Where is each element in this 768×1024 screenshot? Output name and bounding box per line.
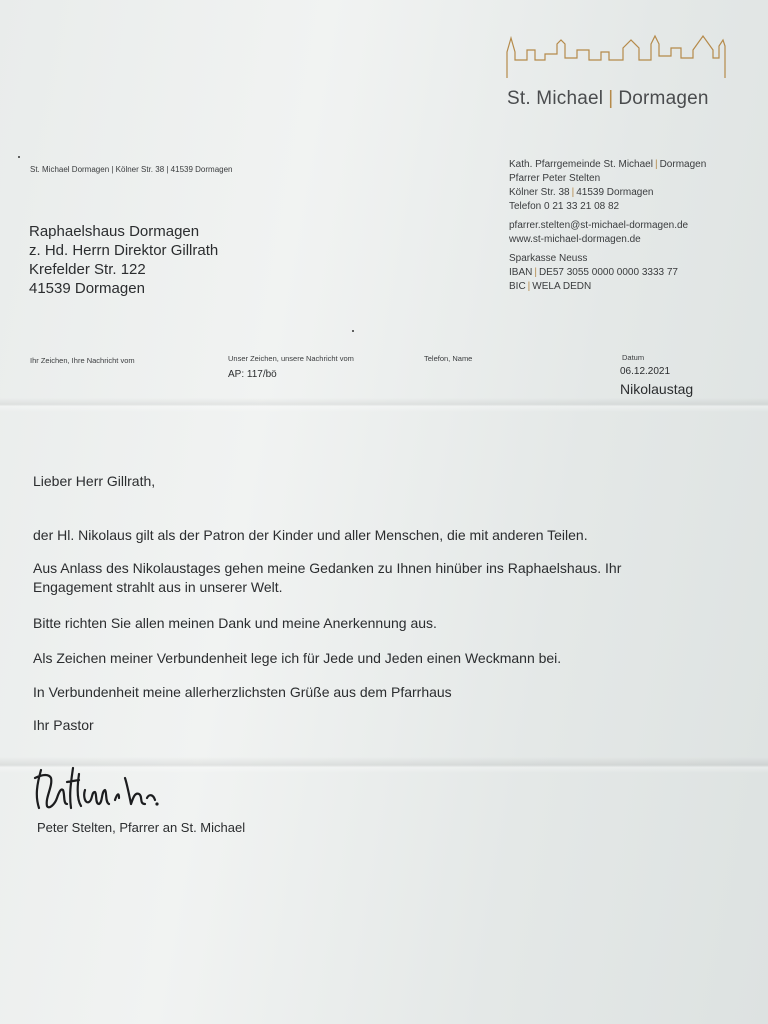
- recipient-line-2: z. Hd. Herrn Direktor Gillrath: [29, 242, 219, 259]
- sender-parish: Kath. Pfarrgemeinde St. Michael: [509, 159, 653, 170]
- paragraph-2: Aus Anlass des Nikolaustages gehen meine Gedanken zu Ihnen hinüber ins Raphaelshaus. Ihr Engagement strahlt aus in unserer Welt.: [33, 560, 622, 595]
- sender-bank: Sparkasse Neuss: [509, 253, 588, 264]
- return-address: St. Michael Dormagen | Kölner Str. 38 | 41539 Dormagen: [30, 165, 233, 174]
- date-value: 06.12.2021: [620, 366, 671, 377]
- paragraph-3: Bitte richten Sie allen meinen Dank und meine Anerkennung aus.: [33, 615, 437, 631]
- iban-value: DE57 3055 0000 0000 3333 77: [538, 267, 678, 278]
- bic-label: BIC: [509, 281, 526, 292]
- closing-title: Ihr Pastor: [33, 717, 94, 733]
- church-skyline-logo: [505, 30, 727, 82]
- sender-block: Kath. Pfarrgemeinde St. Michael | Dormagen Pfarrer Peter Stelten Kölner Str. 38 | 41539 Dormagen Telefon 0 21 33 21 08 82 pfarrer.stelten@st-michael-dormagen.de www.st-michael-dormagen.de Sparkasse Neuss IBAN | DE57 3055 0000 0000 3333 77 BIC | WELA DEDN: [509, 159, 707, 292]
- closing: In Verbundenheit meine allerherzlichsten Grüße aus dem Pfarrhaus: [33, 684, 452, 700]
- sender-parish-place: Dormagen: [659, 159, 707, 170]
- paragraph-4: Als Zeichen meiner Verbundenheit lege ich für Jede und Jeden einen Weckmann bei.: [33, 650, 562, 666]
- iban-label: IBAN: [509, 267, 533, 278]
- sender-pastor: Pfarrer Peter Stelten: [509, 173, 601, 184]
- sender-email: pfarrer.stelten@st-michael-dormagen.de: [509, 220, 689, 231]
- signer-name: Peter Stelten, Pfarrer an St. Michael: [37, 820, 246, 835]
- sender-city: 41539 Dormagen: [576, 187, 654, 198]
- logo-separator: |: [608, 88, 614, 109]
- date-label: Datum: [622, 353, 645, 362]
- salutation: Lieber Herr Gillrath,: [33, 473, 156, 489]
- sender-street: Kölner Str. 38: [509, 187, 570, 198]
- logo-wordmark: [507, 88, 709, 110]
- sender-phone: Telefon 0 21 33 21 08 82: [509, 201, 620, 212]
- sender-website: www.st-michael-dormagen.de: [509, 234, 641, 245]
- handwritten-signature: [33, 764, 173, 814]
- recipient-line-1: Raphaelshaus Dormagen: [29, 223, 200, 240]
- logo-name: St. Michael: [507, 88, 604, 109]
- our-reference-value: AP: 117/bö: [228, 369, 277, 380]
- paragraph-1: der Hl. Nikolaus gilt als der Patron der Kinder und aller Menschen, die mit anderen Teilen.: [33, 527, 588, 543]
- phone-name-label: Telefon, Name: [424, 354, 473, 363]
- our-reference-label: Unser Zeichen, unsere Nachricht vom: [228, 354, 354, 363]
- occasion: Nikolaustag: [620, 381, 694, 397]
- bic-value: WELA DEDN: [532, 281, 592, 292]
- logo-place: Dormagen: [618, 88, 709, 109]
- your-reference-label: Ihr Zeichen, Ihre Nachricht vom: [30, 356, 135, 365]
- paper-fold: [0, 398, 768, 412]
- recipient-line-3: Krefelder Str. 122: [29, 261, 146, 278]
- recipient-address: [29, 222, 218, 298]
- recipient-line-4: 41539 Dormagen: [29, 280, 145, 297]
